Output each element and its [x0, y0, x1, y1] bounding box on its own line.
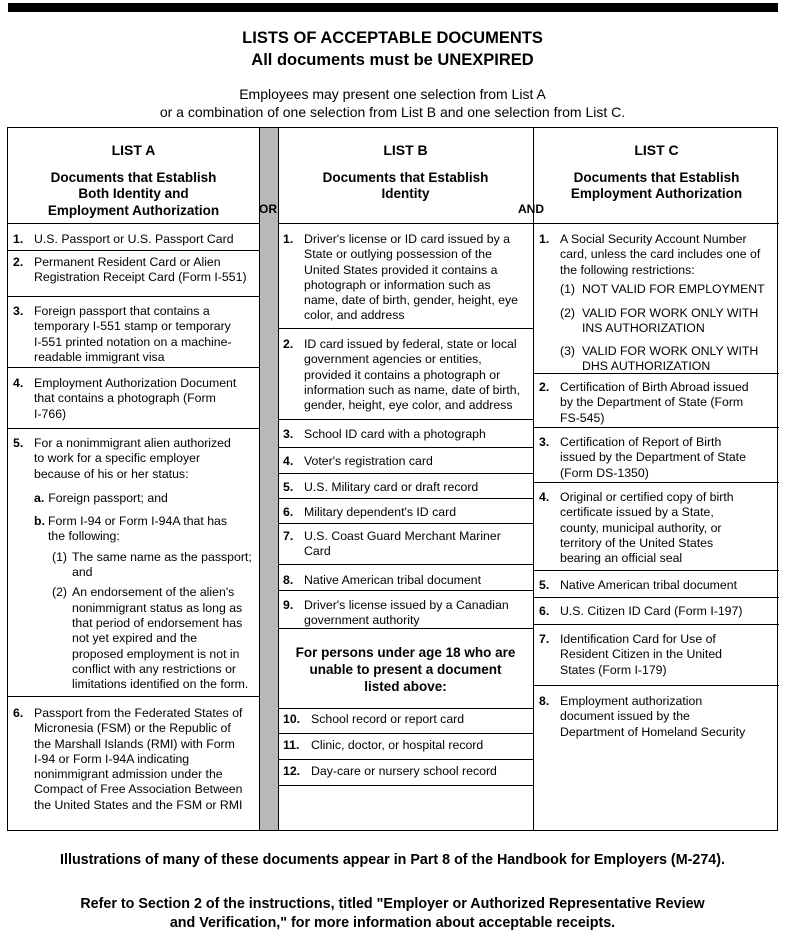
list-c-row-divider — [534, 685, 779, 686]
item-text-line: Native American tribal document — [560, 578, 738, 592]
page-title — [0, 27, 785, 71]
subitem-label: (1) — [52, 549, 68, 564]
item-text-line: government agencies or entities, — [304, 352, 482, 367]
item-text-line: ID card issued by federal, state or local — [304, 337, 517, 351]
list-a-subsubitem — [52, 585, 267, 692]
item-text — [34, 376, 236, 422]
item-text-line: certificate issued by a State, — [560, 505, 714, 520]
intro-line: Employees may present one selection from List A — [239, 86, 546, 102]
item-text-line: Native American tribal document — [304, 573, 482, 587]
item-text-line: The same name as the passport; — [72, 549, 252, 564]
item-number: 3. — [283, 427, 294, 441]
list-b-heading: Identity — [381, 186, 430, 201]
item-text-line: Certification of Birth Abroad issued — [560, 380, 749, 394]
list-b-row-divider — [278, 328, 533, 329]
list-a-name: LIST A — [111, 142, 156, 158]
item-text — [304, 529, 501, 560]
under-18-line: listed above: — [364, 679, 447, 694]
item-text — [34, 255, 247, 286]
item-text-line: that contains a photograph (Form — [34, 391, 216, 406]
item-text-line: the following: — [48, 529, 120, 544]
subitem-text: Foreign passport; and — [48, 490, 168, 505]
item-text-line: Resident Citizen in the United — [560, 647, 722, 662]
item-text-line: Voter's registration card — [304, 454, 433, 468]
item-text — [34, 304, 232, 365]
item-text-line: gender, height, eye color, and address — [304, 398, 513, 413]
item-text — [34, 706, 242, 813]
item-text-line: and — [72, 565, 93, 580]
footer-instructions-note — [0, 895, 785, 932]
list-b-name: LIST B — [383, 142, 428, 158]
list-b-row-divider — [278, 498, 533, 499]
list-c-heading: Documents that Establish — [573, 169, 740, 185]
ssn-restriction — [560, 306, 775, 337]
item-text-line: U.S. Coast Guard Merchant Mariner — [304, 529, 501, 543]
item-number: 4. — [13, 376, 24, 390]
item-number: 5. — [539, 578, 550, 592]
list-b-row-divider — [278, 590, 533, 591]
item-number: 7. — [283, 529, 294, 543]
list-c-row-divider — [534, 427, 779, 428]
list-a-heading: Employment Authorization — [47, 202, 220, 218]
item-text-line: Registration Receipt Card (Form I-551) — [34, 270, 247, 285]
item-text-line: Card — [304, 544, 331, 559]
list-b-heading: Documents that Establish — [322, 169, 489, 185]
item-number: 7. — [539, 632, 550, 646]
list-b-row-divider — [278, 523, 533, 524]
item-text-line: States (Form I-179) — [560, 662, 667, 677]
or-connector: OR — [259, 202, 277, 216]
list-b-header — [278, 142, 533, 203]
restriction-label: (3) — [560, 343, 576, 358]
documents-table — [7, 127, 778, 831]
item-number: 3. — [539, 435, 550, 449]
item-text — [560, 604, 742, 619]
item-text — [304, 232, 518, 324]
title-subtitle: All documents must be UNEXPIRED — [251, 51, 534, 69]
item-text — [304, 454, 433, 469]
column-divider — [259, 128, 260, 830]
item-text-line: Form I-94 or Form I-94A that has — [48, 514, 228, 529]
item-text — [560, 435, 746, 481]
subitem-label: (2) — [52, 585, 68, 600]
footer-line: and Verification," for more information about acceptable receipts. — [169, 914, 616, 931]
item-text-line: bearing an official seal — [560, 551, 683, 566]
item-text-line: readable immigrant visa — [34, 349, 165, 364]
list-a-header — [8, 142, 259, 219]
column-divider — [278, 128, 279, 830]
item-text-line: provided it contains a photograph or — [304, 367, 501, 382]
item-number: 1. — [539, 232, 550, 246]
item-text-line: information such as name, date of birth, — [304, 382, 520, 397]
list-b-row-divider — [278, 628, 533, 629]
list-c-name: LIST C — [634, 142, 679, 158]
item-text — [304, 427, 486, 442]
item-text-line: Employment authorization — [560, 694, 703, 708]
list-b-row-divider — [278, 733, 533, 734]
list-a-subsubitem — [52, 550, 267, 581]
item-text-line: U.S. Military card or draft record — [304, 480, 479, 494]
restriction-line: VALID FOR WORK ONLY WITH — [582, 343, 759, 358]
item-text-line: Identification Card for Use of — [560, 632, 716, 646]
item-text — [560, 490, 734, 566]
item-text — [311, 712, 464, 727]
list-b-row-divider — [278, 419, 533, 420]
list-a-heading: Documents that Establish — [50, 169, 217, 185]
item-text-line: government authority — [304, 613, 420, 628]
item-text — [34, 232, 234, 247]
item-number: 6. — [283, 505, 294, 519]
item-number: 10. — [283, 712, 301, 726]
item-text-line: because of his or her status: — [34, 466, 189, 481]
item-text — [304, 480, 478, 495]
item-text — [560, 232, 760, 278]
item-number: 4. — [283, 454, 294, 468]
item-number: 6. — [539, 604, 550, 618]
item-number: 5. — [13, 436, 24, 450]
ssn-restriction — [560, 282, 775, 297]
list-a-subitem — [34, 514, 259, 545]
item-text-line: to work for a specific employer — [34, 451, 201, 466]
item-text-line: color, and address — [304, 308, 405, 323]
list-b-row-divider — [278, 564, 533, 565]
item-text-line: temporary I-551 stamp or temporary — [34, 319, 231, 334]
and-connector: AND — [518, 202, 544, 216]
item-number: 2. — [539, 380, 550, 394]
item-text-line: proposed employment is not in — [72, 646, 240, 661]
list-c-row-divider — [534, 570, 779, 571]
list-a-subitem — [34, 491, 254, 506]
item-text — [311, 738, 483, 753]
item-text-line: nonimmigrant status as long as — [72, 600, 243, 615]
item-text-line: I-94 or Form I-94A indicating — [34, 751, 190, 766]
item-text-line: U.S. Citizen ID Card (Form I-197) — [560, 604, 743, 618]
item-text-line: Compact of Free Association Between — [34, 782, 243, 797]
item-number: 2. — [13, 255, 24, 269]
list-c-row-divider — [534, 482, 779, 483]
item-text-line: the following restrictions: — [560, 262, 695, 277]
item-text-line: (Form DS-1350) — [560, 465, 649, 480]
item-number: 3. — [13, 304, 24, 318]
list-a-row-divider — [8, 250, 259, 251]
item-text-line: School record or report card — [311, 712, 465, 726]
under-18-line: For persons under age 18 who are — [295, 645, 516, 660]
item-text-line: conflict with any restrictions or — [72, 661, 237, 676]
item-text-line: limitations identified on the form. — [72, 677, 249, 692]
item-number: 9. — [283, 598, 294, 612]
under-18-heading — [278, 644, 533, 695]
list-a-heading: Both Identity and — [78, 186, 189, 201]
item-text-line: issued by the Department of State — [560, 450, 746, 465]
top-rule — [8, 3, 778, 12]
restriction-line: DHS AUTHORIZATION — [582, 359, 711, 374]
restriction-text — [582, 306, 775, 337]
list-a-row-divider — [8, 696, 259, 697]
footer-line: Refer to Section 2 of the instructions, titled "Employer or Authorized Representative Review — [80, 896, 705, 912]
restriction-line: INS AUTHORIZATION — [582, 321, 705, 336]
list-a-row-divider — [8, 428, 259, 429]
item-text-line: Micronesia (FSM) or the Republic of — [34, 721, 231, 736]
item-number: 6. — [13, 706, 24, 720]
restriction-text — [582, 344, 775, 375]
item-text-line: Driver's license issued by a Canadian — [304, 598, 509, 612]
item-number: 2. — [283, 337, 294, 351]
item-text-line: FS-545) — [560, 410, 605, 425]
item-text — [304, 337, 520, 413]
list-b-row-divider — [278, 708, 533, 709]
item-text-line: not yet expired and the — [72, 631, 198, 646]
restriction-text — [582, 282, 775, 297]
item-text-line: territory of the United States — [560, 535, 714, 550]
item-text-line: For a nonimmigrant alien authorized — [34, 436, 231, 450]
item-text — [304, 573, 481, 588]
restriction-line: NOT VALID FOR EMPLOYMENT — [582, 281, 765, 296]
item-text — [560, 632, 722, 678]
restriction-label: (1) — [560, 281, 576, 296]
intro-line: or a combination of one selection from List B and one selection from List C. — [159, 103, 626, 120]
item-text-line: name, date of birth, gender, height, eye — [304, 293, 518, 308]
intro-text — [0, 86, 785, 121]
column-divider — [533, 128, 534, 830]
item-text-line: Passport from the Federated States of — [34, 706, 243, 720]
item-text-line: United States provided it contains a — [304, 262, 498, 277]
list-c-heading: Employment Authorization — [570, 186, 743, 201]
item-text-line: county, municipal authority, or — [560, 520, 722, 535]
item-text — [560, 578, 737, 593]
item-text-line: Permanent Resident Card or Alien — [34, 255, 221, 269]
list-c-header — [534, 142, 779, 203]
list-a-row-divider — [8, 296, 259, 297]
list-a-row-divider — [8, 223, 259, 224]
subitem-label: a. — [34, 490, 45, 505]
item-text — [311, 764, 497, 779]
item-number: 1. — [283, 232, 294, 246]
list-b-row-divider — [278, 785, 533, 786]
item-number: 5. — [283, 480, 294, 494]
item-text-line: Foreign passport that contains a — [34, 304, 210, 318]
subitem-text — [48, 514, 259, 545]
item-text-line: that period of endorsement has — [72, 615, 243, 630]
item-text-line: Driver's license or ID card issued by a — [304, 232, 511, 246]
item-text-line: Clinic, doctor, or hospital record — [311, 738, 484, 752]
item-text-line: School ID card with a photograph — [304, 427, 486, 441]
under-18-line: unable to present a document — [309, 662, 502, 677]
item-text-line: by the Department of State (Form — [560, 395, 744, 410]
item-number: 1. — [13, 232, 24, 246]
item-text-line: document issued by the — [560, 709, 690, 724]
subitem-label: b. — [34, 514, 45, 529]
item-text-line: A Social Security Account Number — [560, 232, 747, 246]
restriction-line: VALID FOR WORK ONLY WITH — [582, 306, 759, 321]
title-main: LISTS OF ACCEPTABLE DOCUMENTS — [242, 29, 543, 47]
list-c-row-divider — [534, 597, 779, 598]
subitem-text — [72, 585, 267, 692]
item-number: 12. — [283, 764, 301, 778]
item-number: 8. — [283, 573, 294, 587]
item-text-line: Department of Homeland Security — [560, 724, 746, 739]
or-separator-column — [259, 128, 278, 830]
restriction-label: (2) — [560, 306, 576, 321]
item-text — [34, 436, 231, 482]
list-b-row-divider — [278, 223, 533, 224]
item-text-line: An endorsement of the alien's — [72, 585, 235, 600]
footer-illustrations-note: Illustrations of many of these documents appear in Part 8 of the Handbook for Employers (M-274). — [60, 852, 725, 868]
item-text-line: I-766) — [34, 406, 67, 421]
list-b-row-divider — [278, 759, 533, 760]
list-c-row-divider — [534, 223, 779, 224]
item-text-line: Original or certified copy of birth — [560, 490, 734, 504]
ssn-restriction — [560, 344, 775, 375]
item-number: 11. — [283, 738, 300, 752]
item-text-line: photograph or information such as — [304, 277, 491, 292]
list-c-row-divider — [534, 624, 779, 625]
list-a-row-divider — [8, 367, 259, 368]
item-text-line: card, unless the card includes one of — [560, 247, 761, 262]
list-b-row-divider — [278, 473, 533, 474]
item-text-line: Military dependent's ID card — [304, 505, 457, 519]
item-text-line: Day-care or nursery school record — [311, 764, 497, 778]
item-number: 8. — [539, 694, 550, 708]
item-text-line: State or outlying possession of the — [304, 247, 492, 262]
item-number: 4. — [539, 490, 550, 504]
item-text-line: the United States and the FSM or RMI — [34, 797, 243, 812]
list-b-row-divider — [278, 447, 533, 448]
item-text — [560, 380, 749, 426]
item-text-line: U.S. Passport or U.S. Passport Card — [34, 232, 234, 246]
item-text — [560, 694, 745, 740]
item-text-line: the Marshall Islands (RMI) with Form — [34, 736, 235, 751]
subitem-text — [72, 550, 267, 581]
item-text-line: Employment Authorization Document — [34, 376, 237, 390]
item-text — [304, 598, 509, 629]
item-text-line: Certification of Report of Birth — [560, 435, 722, 449]
item-text — [304, 505, 456, 520]
item-text-line: I-551 printed notation on a machine- — [34, 334, 232, 349]
item-text-line: nonimmigrant admission under the — [34, 767, 223, 782]
